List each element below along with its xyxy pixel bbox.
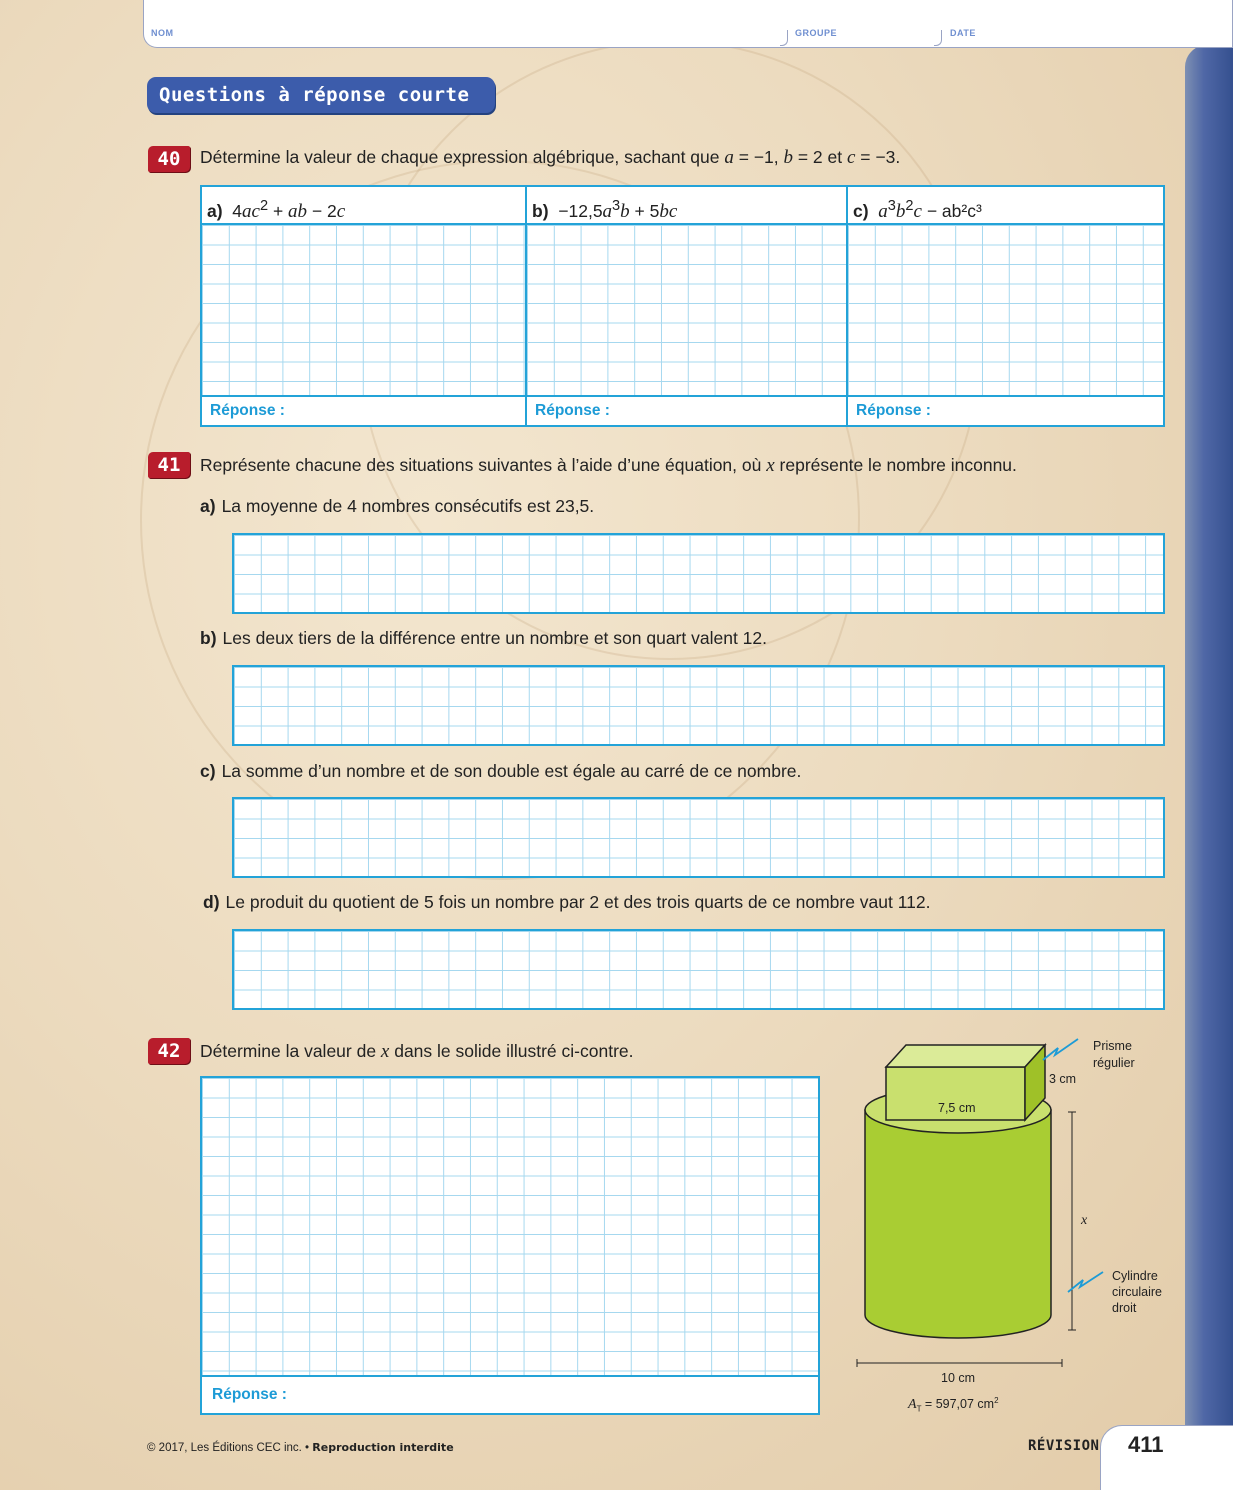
table-column-c: [846, 187, 1163, 425]
cylinder-body: [865, 1110, 1051, 1338]
answer-grid-41a[interactable]: [232, 533, 1165, 614]
answer-field[interactable]: Réponse :: [527, 395, 846, 425]
prism-side-label: 7,5 cm: [938, 1101, 976, 1115]
answer-field[interactable]: Réponse :: [202, 395, 525, 425]
question-40-table: [200, 185, 1165, 427]
solid-figure: [840, 1030, 1140, 1400]
expression-a: a) $4ac^2$ + ab − 2c: [202, 187, 525, 225]
table-column-b: [525, 187, 846, 425]
answer-grid-41b[interactable]: [232, 665, 1165, 746]
cylinder-height-label: x: [1081, 1213, 1088, 1228]
prism-top-face: [886, 1045, 1045, 1067]
work-grid[interactable]: [202, 225, 525, 395]
prism-pointer-arrow: [1043, 1039, 1078, 1060]
answer-field-42[interactable]: Réponse :: [200, 1375, 820, 1415]
answer-grid-41c[interactable]: [232, 797, 1165, 878]
question-42-prompt: Détermine la valeur de x dans le solide illustré ci-contre.: [200, 1041, 634, 1062]
question-number-badge: 40: [148, 146, 190, 172]
prism-label-line-2: régulier: [1093, 1056, 1135, 1070]
section-footer-label: RÉVISION: [1028, 1438, 1100, 1454]
student-info-header: [143, 0, 1233, 48]
page-number-tab: [1100, 1425, 1233, 1490]
answer-field[interactable]: Réponse :: [848, 395, 1163, 425]
side-decoration-strip: [1185, 45, 1233, 1425]
diameter-label: 10 cm: [941, 1371, 976, 1385]
date-label: DATE: [950, 28, 976, 38]
page-number: 411: [1128, 1432, 1164, 1457]
question-41c-text: c) La somme d’un nombre et de son double est égale au carré de ce nombre.: [200, 761, 802, 781]
question-number-badge: 42: [148, 1038, 190, 1064]
work-grid-42[interactable]: [200, 1076, 820, 1377]
work-grid[interactable]: [527, 225, 846, 395]
question-40-prompt: Détermine la valeur de chaque expression algébrique, sachant que a = −1, b = 2 et c = −3.: [200, 147, 901, 168]
answer-grid-41d[interactable]: [232, 929, 1165, 1010]
table-column-a: [202, 187, 525, 425]
question-41a-text: a) La moyenne de 4 nombres consécutifs est 23,5.: [200, 496, 595, 516]
cylinder-label-line-3: droit: [1112, 1301, 1137, 1315]
section-title: Questions à réponse courte: [147, 77, 495, 113]
header-separator: [934, 30, 942, 46]
prism-label: Prisme: [1093, 1039, 1132, 1053]
header-separator: [780, 30, 788, 46]
prism-height-label: 3 cm: [1049, 1072, 1077, 1086]
work-grid[interactable]: [848, 225, 1163, 395]
total-area-label: $A_T = 597,07$ $cm^2$: [908, 1396, 999, 1414]
cylinder-pointer-arrow: [1068, 1272, 1103, 1292]
question-41d-text: d) Le produit du quotient de 5 fois un nombre par 2 et des trois quarts de ce nombre vaut 112.: [203, 892, 931, 912]
cylinder-label: Cylindre: [1112, 1269, 1158, 1283]
question-41-prompt: Représente chacune des situations suivantes à l’aide d’une équation, où x représente le nombre inconnu.: [200, 455, 1017, 476]
name-label: NOM: [151, 28, 174, 38]
copyright-footer: © 2017, Les Éditions CEC inc. • Reproduction interdite: [147, 1441, 454, 1454]
expression-b: $b) -12,5a^3b + 5bc$: [527, 187, 846, 225]
question-number-badge: 41: [148, 452, 190, 478]
group-label: GROUPE: [795, 28, 838, 38]
expression-c: c) $a^3b^2c - ab^2c^3$: [848, 187, 1163, 225]
cylinder-label-line-2: circulaire: [1112, 1285, 1163, 1299]
question-41b-text: b) Les deux tiers de la différence entre un nombre et son quart valent 12.: [200, 628, 767, 648]
